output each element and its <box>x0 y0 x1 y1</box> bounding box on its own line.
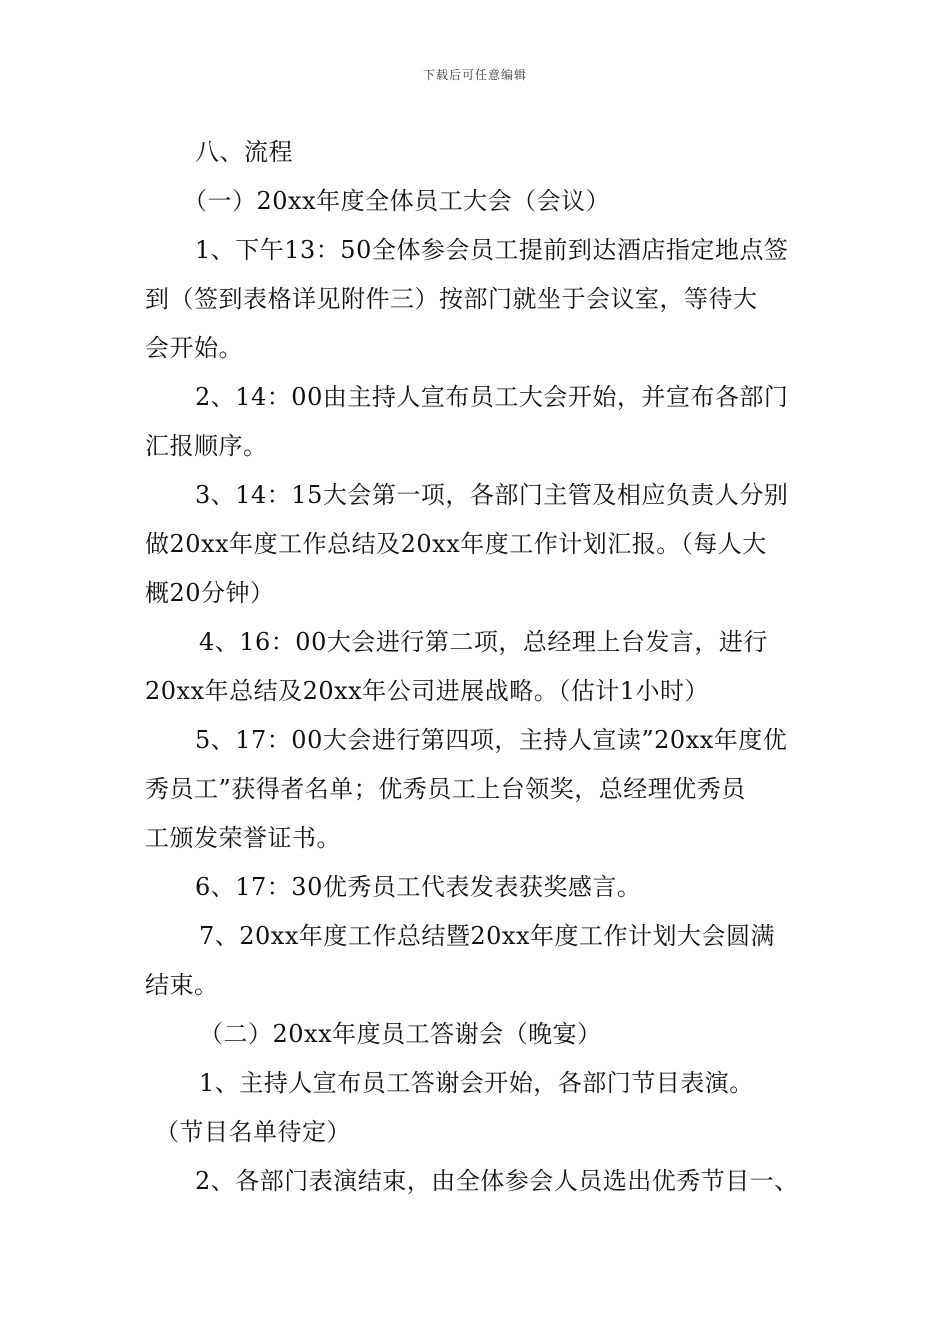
paragraph-line: 2、14：00由主持人宣布员工大会开始，并宣布各部门 <box>195 383 789 411</box>
paragraph-line: 概20分钟） <box>145 579 275 607</box>
paragraph-line: 结束。 <box>145 971 219 999</box>
paragraph-line: 2、各部门表演结束，由全体参会人员选出优秀节目一、 <box>195 1167 799 1195</box>
paragraph-line: 做20xx年度工作总结及20xx年度工作计划汇报。（每人大 <box>145 530 767 558</box>
paragraph-line: 1、主持人宣布员工答谢会开始，各部门节目表演。 <box>199 1069 754 1097</box>
document-body <box>145 128 820 1206</box>
paragraph-line: 工颁发荣誉证书。 <box>145 824 341 852</box>
paragraph-line: 秀员工”获得者名单；优秀员工上台领奖，总经理优秀员 <box>145 775 746 803</box>
paragraph-line: （节目名单待定） <box>155 1118 351 1146</box>
paragraph-line: 会开始。 <box>145 334 243 362</box>
page-header-note: 下载后可任意编辑 <box>422 68 527 82</box>
paragraph-line: 20xx年总结及20xx年公司进展战略。（估计1小时） <box>145 677 709 705</box>
paragraph-line: 5、17：00大会进行第四项，主持人宣读”20xx年度优 <box>195 726 788 754</box>
paragraph-line: 4、16：00大会进行第二项，总经理上台发言，进行 <box>199 628 768 656</box>
section-heading-process: 八、流程 <box>195 138 293 166</box>
paragraph-line: 汇报顺序。 <box>145 432 268 460</box>
paragraph-line: 6、17：30优秀员工代表发表获奖感言。 <box>195 873 642 901</box>
subsection-heading-staff-meeting: （一）20xx年度全体员工大会（会议） <box>183 187 611 215</box>
paragraph-line: 7、20xx年度工作总结暨20xx年度工作计划大会圆满 <box>199 922 775 950</box>
paragraph-line: 到（签到表格详见附件三）按部门就坐于会议室，等待大 <box>145 285 758 313</box>
subsection-heading-staff-banquet: （二）20xx年度员工答谢会（晚宴） <box>199 1020 602 1048</box>
paragraph-line: 3、14：15大会第一项，各部门主管及相应负责人分别 <box>195 481 789 509</box>
paragraph-line: 1、下午13：50全体参会员工提前到达酒店指定地点签 <box>195 236 789 264</box>
